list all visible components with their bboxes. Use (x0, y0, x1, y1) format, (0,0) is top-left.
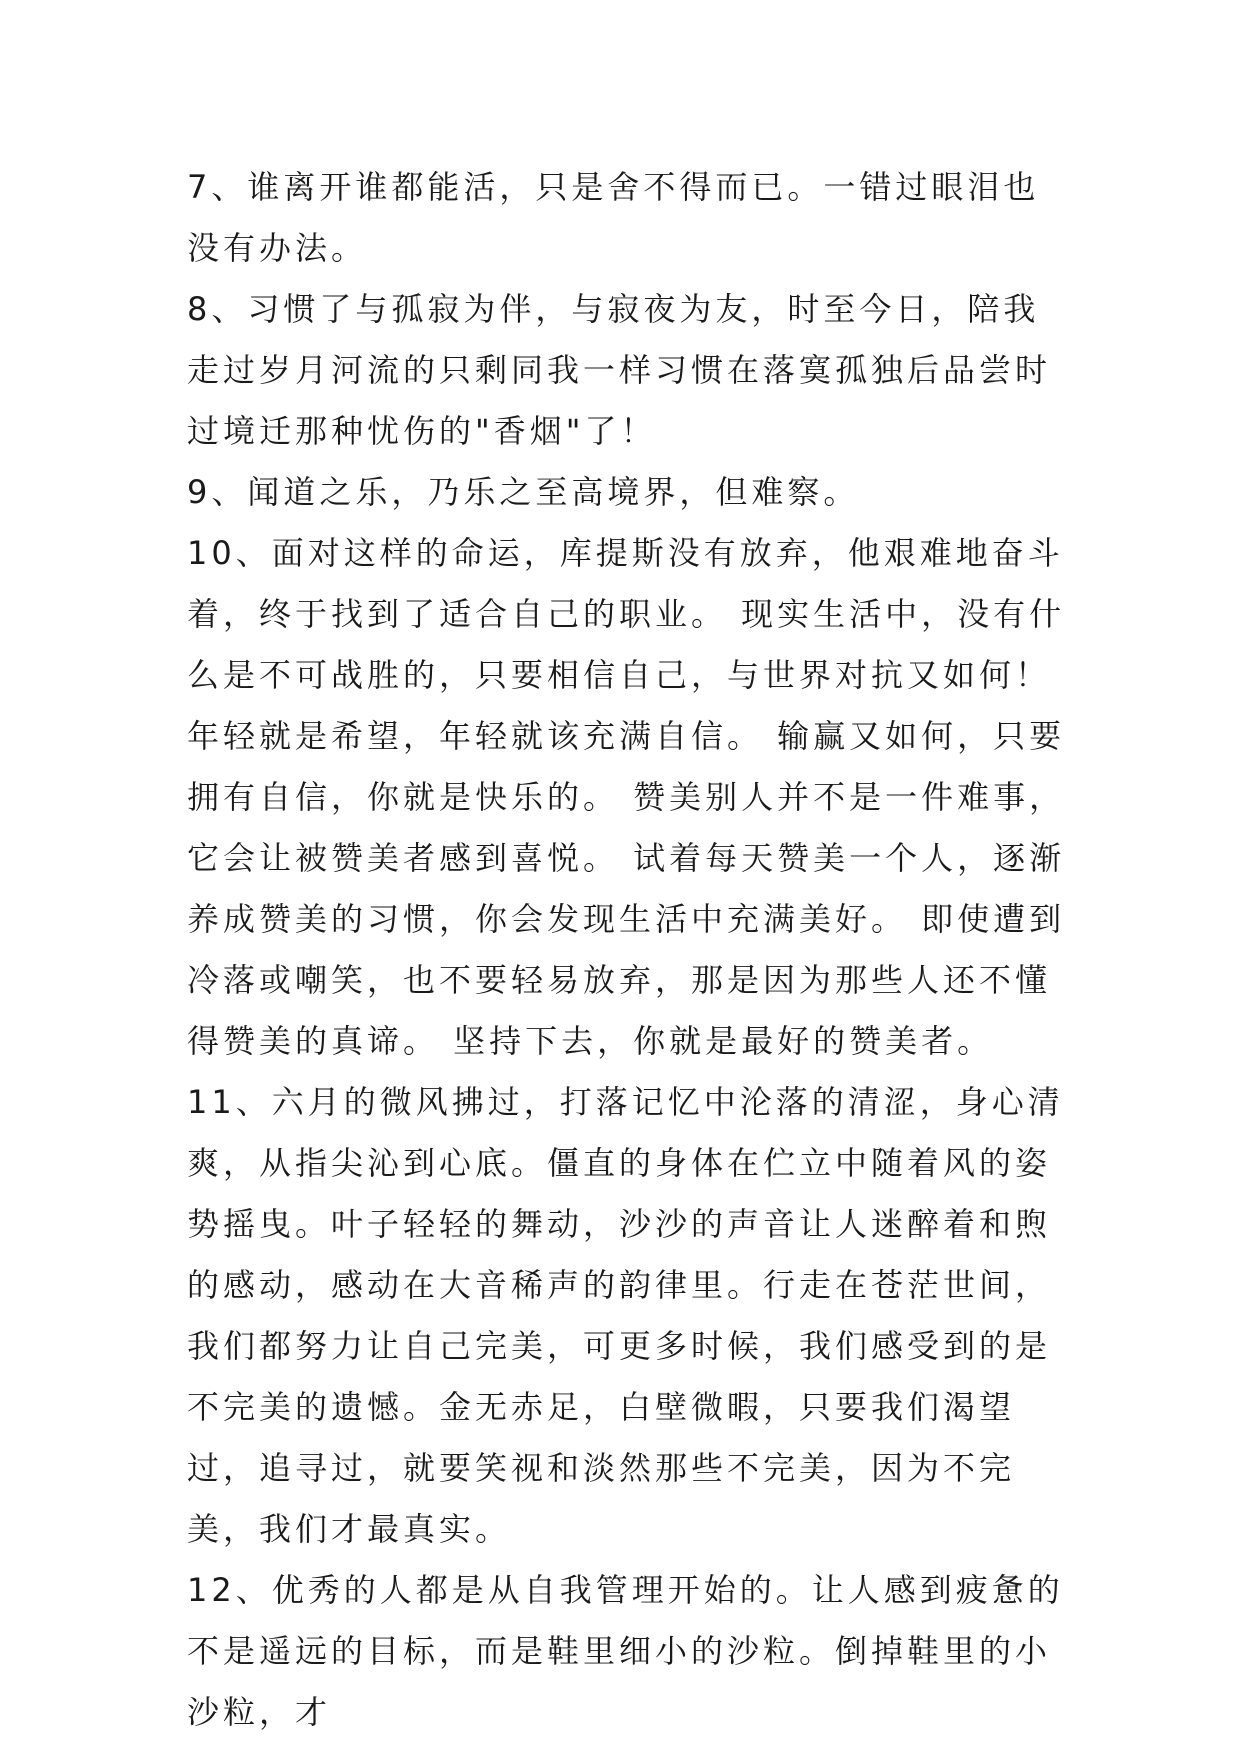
paragraph-7: 7、谁离开谁都能活，只是舍不得而已。一错过眼泪也没有办法。 (187, 168, 1040, 267)
paragraph-12: 12、优秀的人都是从自我管理开始的。让人感到疲惫的不是遥远的目标，而是鞋里细小的沙粒。倒掉鞋里的小沙粒，才 (187, 1571, 1064, 1731)
paragraph-11: 11、六月的微风拂过，打落记忆中沦落的清涩，身心清爽，从指尖沁到心底。僵直的身体在伫立中随着风的姿势摇曳。叶子轻轻的舞动，沙沙的声音让人迷醉着和煦的感动，感动在大音稀声的韵律里。行走在苍茫世间，我们都努力让自己完美，可更多时候，我们感受到的是不完美的遗憾。金无赤足，白壁微暇，只要我们渴望过，追寻过，就要笑视和淡然那些不完美，因为不完美，我们才最真实。 (187, 1083, 1064, 1548)
paragraph-10: 10、面对这样的命运，库提斯没有放弃，他艰难地奋斗着，终于找到了适合自己的职业。 现实生活中，没有什么是不可战胜的，只要相信自己，与世界对抗又如何！年轻就是希望，年轻就该充满自信。 输赢又如何，只要拥有自信，你就是快乐的。 赞美别人并不是一件难事，它会让被赞美者感到喜悦。 试着每天赞美一个人，逐渐养成赞美的习惯，你会发现生活中充满美好。 即使遭到冷落或嘲笑，也不要轻易放弃，那是因为那些人还不懂得赞美的真谛。 坚持下去，你就是最好的赞美者。 (187, 534, 1066, 1060)
paragraph-9: 9、闻道之乐，乃乐之至高境界，但难察。 (187, 473, 860, 511)
document-body (187, 157, 1067, 1743)
paragraph-8: 8、习惯了与孤寂为伴，与寂夜为友，时至今日，陪我走过岁月河流的只剩同我一样习惯在落寞孤独后品尝时过境迁那种忧伤的"香烟"了！ (187, 290, 1052, 450)
